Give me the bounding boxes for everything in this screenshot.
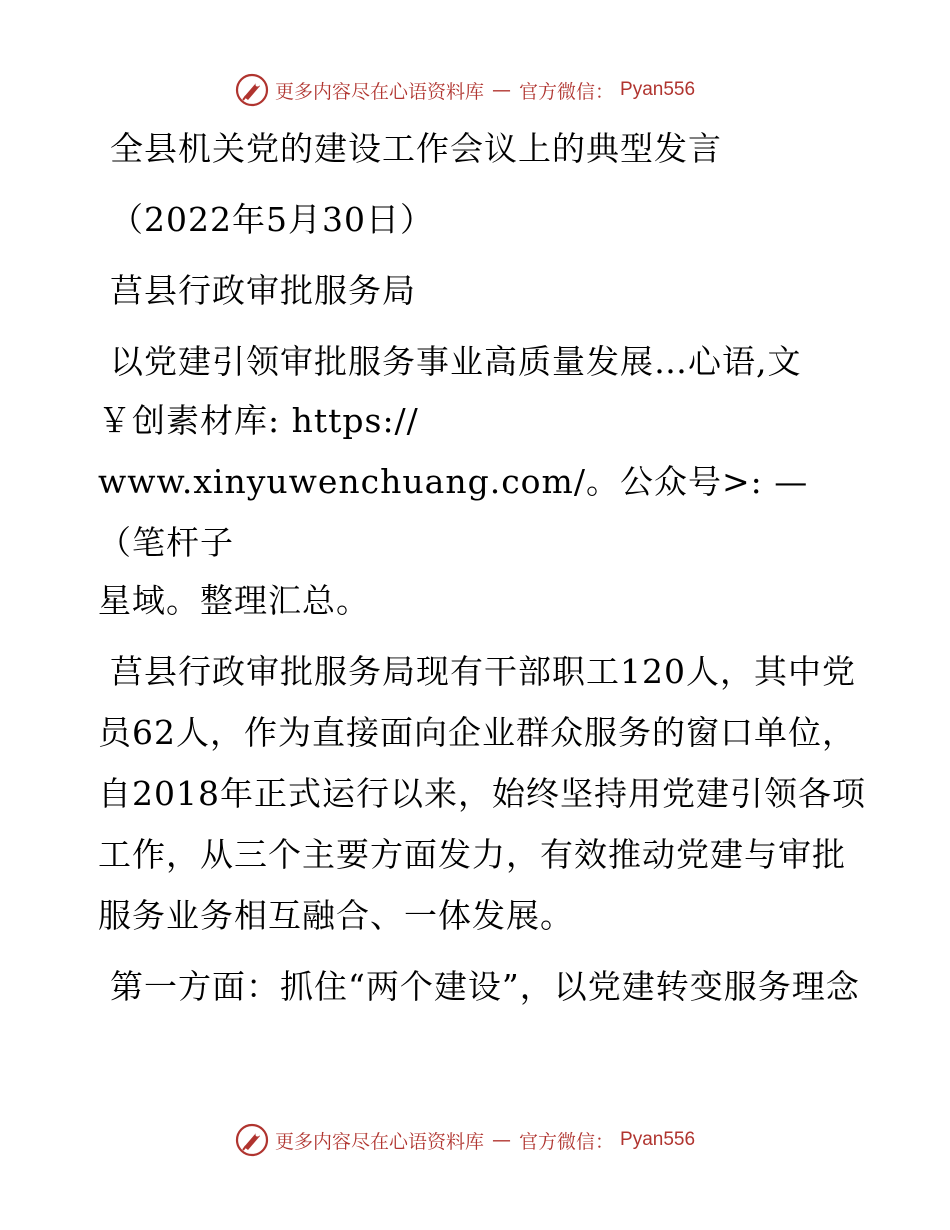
document-subtitle-line3: www.xinyuwenchuang.com/。公众号>: —（笔杆子 (98, 462, 809, 562)
document-section-heading: 第一方面：抓住“两个建设”，以党建转变服务理念 (110, 967, 860, 1006)
document-subtitle-line4: 星域。整理汇总。 (98, 581, 370, 620)
footer-watermark (235, 1122, 695, 1158)
document-subtitle-line1: 以党建引领审批服务事业高质量发展…心语,文 (110, 342, 802, 381)
pen-nib-logo-icon (235, 1123, 269, 1157)
watermark-official-label: 官方微信： (519, 80, 615, 103)
header-watermark (235, 72, 695, 108)
document-title: 全县机关党的建设工作会议上的典型发言 (110, 129, 722, 168)
watermark-main-text: 更多内容尽在心语资料库 (275, 80, 485, 103)
document-body-paragraph: 莒县行政审批服务局现有干部职工120人，其中党员62人，作为直接面向企业群众服务的窗口单位，自2018年正式运行以来，始终坚持用党建引领各项工作，从三个主要方面发力，有效推动党建与审批服务业务相互融合、一体发展。 (98, 652, 866, 935)
document-subtitle-line2: ￥创素材库: https:// (98, 401, 419, 440)
watermark-wechat-id: Pyan556 (620, 1129, 696, 1150)
document-content (98, 118, 868, 1017)
watermark-main-text: 更多内容尽在心语资料库 (275, 1130, 485, 1153)
document-organization: 莒县行政审批服务局 (110, 271, 416, 310)
document-date: （2022年5月30日） (110, 200, 434, 239)
watermark-separator: — (492, 1129, 512, 1151)
watermark-wechat-id: Pyan556 (620, 79, 696, 100)
watermark-official-label: 官方微信： (519, 1130, 615, 1153)
watermark-separator: — (492, 79, 512, 101)
pen-nib-logo-icon (235, 73, 269, 107)
